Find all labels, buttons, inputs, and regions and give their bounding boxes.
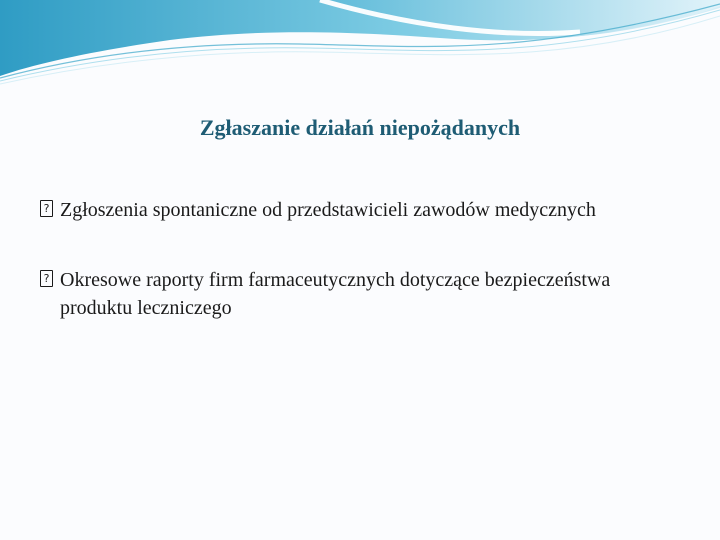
bullet-text: Okresowe raporty firm farmaceutycznych dotyczące bezpieczeństwa produktu leczniczego	[60, 269, 611, 319]
header-wave-decoration	[0, 0, 720, 90]
slide-title: Zgłaszanie działań niepożądanych	[199, 115, 521, 140]
bullet-item	[40, 266, 680, 322]
bullet-text: Zgłoszenia spontaniczne od przedstawicieli zawodów medycznych	[60, 199, 596, 221]
bullet-list	[40, 196, 680, 364]
missing-glyph-bullet-icon: ?	[40, 270, 53, 287]
bullet-item	[40, 196, 680, 224]
missing-glyph-bullet-icon: ?	[40, 200, 53, 217]
